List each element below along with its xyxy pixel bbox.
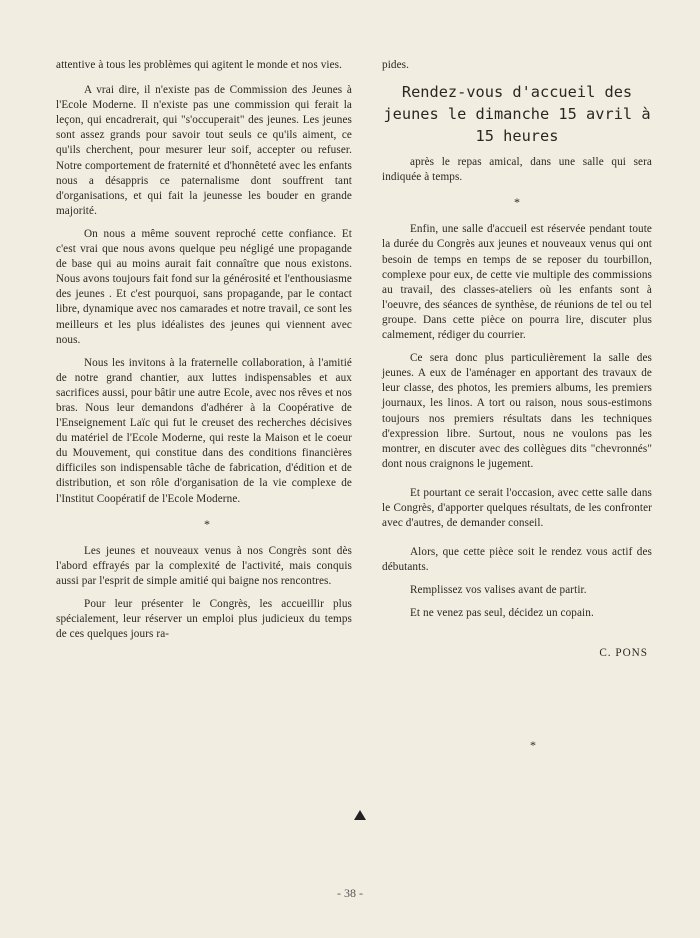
paragraph-copain: Et ne venez pas seul, décidez un copain. — [410, 607, 594, 620]
paragraph-salle-accueil: Enfin, une salle d'accueil est réservée pendant toute la durée du Congrès aux jeunes et nouveaux venus qui ont besoin de temps en temps de se reposer du tourbillon, complexe pour eux, de cette vie multiple des commissions au travail, des classes-ateliers où les enfants sont à l'oeuvre, des séances de synthèse, de réunions de tel ou tel groupe. Dans cette pièce on pourra lire, discuter plus calmement, rédiger du courrier. — [382, 223, 652, 342]
section-separator-star: * — [513, 195, 521, 210]
paragraph-commission: A vrai dire, il n'existe pas de Commission des Jeunes à l'Ecole Moderne. Il n'existe pas une commission qui ferait la leçon, qui encadrerait, qui "s'occuperait" des jeunes. Les jeunes sont assez grands pour savoir tout seuls ce qu'ils aiment, ce qu'ils cherchent, pour mesurer leur soif, accepter ou refuser. Notre comportement de fraternité et d'honnêteté avec les enfants nous a désappris ce paternalisme dont souffrent tant d'organisations, et qui fait la jeunesse les bouder en grande majorité. — [56, 84, 352, 217]
triangle-icon — [354, 810, 366, 820]
paragraph-presenter-congres: Pour leur présenter le Congrès, les accueillir plus spécialement, leur réserver un emploi plus judicieux du temps de ces quelques jours ra- — [56, 598, 352, 641]
paragraph-confiance: On nous a même souvent reproché cette confiance. Et c'est vrai que nous avons quelque peu négligé une propagande de base qui au moins aurait fait connaître que nous existons. Nous avons toujours fait fond sur la générosité et l'enthousiasme des jeunes . Et c'est pourquoi, sans propagande, par le contact libre, dynamique avec nos camarades et notre travail, ce sont les meilleurs et les plus idéalistes des jeunes qui viennent avec nous. — [56, 227, 352, 346]
paragraph-valises: Remplissez vos valises avant de partir. — [410, 584, 587, 597]
paragraph-rendezvous: Alors, que cette pièce soit le rendez vous actif des débutants. — [382, 546, 652, 574]
paragraph-repas: après le repas amical, dans une salle qui sera indiquée à temps. — [382, 156, 652, 184]
right-column — [382, 58, 652, 661]
paragraph-continuation: pides. — [382, 59, 410, 71]
paragraph-salle-jeunes: Ce sera donc plus particulièrement la salle des jeunes. A eux de l'aménager en apportant des travaux de leur classe, des photos, les premiers albums, les premiers journaux, les linos. A tort ou raison, nous sous-estimons toujours nos premiers résultats dans les techniques d'expression libre. Surtout, nous ne voulons pas les montrer, en discuter avec des collègues dits "chevronnés" dont nous craignons le jugement. — [382, 352, 652, 470]
author-signature: C. PONS — [599, 646, 648, 659]
rendezvous-headline: Rendez-vous d'accueil des jeunes le dimanche 15 avril à 15 heures — [383, 83, 651, 146]
paragraph-continued: attentive à tous les problèmes qui agitent le monde et nos vies. — [56, 59, 343, 71]
paragraph-occasion: Et pourtant ce serait l'occasion, avec cette salle dans le Congrès, d'apporter quelques résultats, de les confronter avec d'autres, de demander conseil. — [382, 486, 652, 530]
left-column — [56, 58, 352, 650]
paragraph-invitation: Nous les invitons à la fraternelle collaboration, à l'amitié de notre grand chantier, aux luttes indispensables et aux sacrifices aussi, pour bâtir une autre Ecole, avec nos rêves et nos bras. Nous leur demandons d'adhérer à la Coopérative de l'Enseignement Laïc qui fut le creuset des recherches décisives du matériel de l'Ecole Moderne, qui reste la Maison et le coeur du Mouvement, qui constitue dans des conditions financières difficiles son indispensable tâche de fabrication, d'édition et de distribution, et son rôle d'organisation de la vie complexe de l'Institut Coopératif de l'Ecole Moderne. — [56, 356, 352, 505]
paragraph-nouveaux-venus: Les jeunes et nouveaux venus à nos Congrès sont dès l'abord effrayés par la complexité de l'activité, mais conquis aussi par l'esprit de simple amitié qui baigne nos rencontres. — [56, 544, 352, 587]
page-number: - 38 - — [337, 886, 363, 900]
end-star: * — [530, 738, 536, 752]
section-separator-star: * — [203, 516, 211, 531]
